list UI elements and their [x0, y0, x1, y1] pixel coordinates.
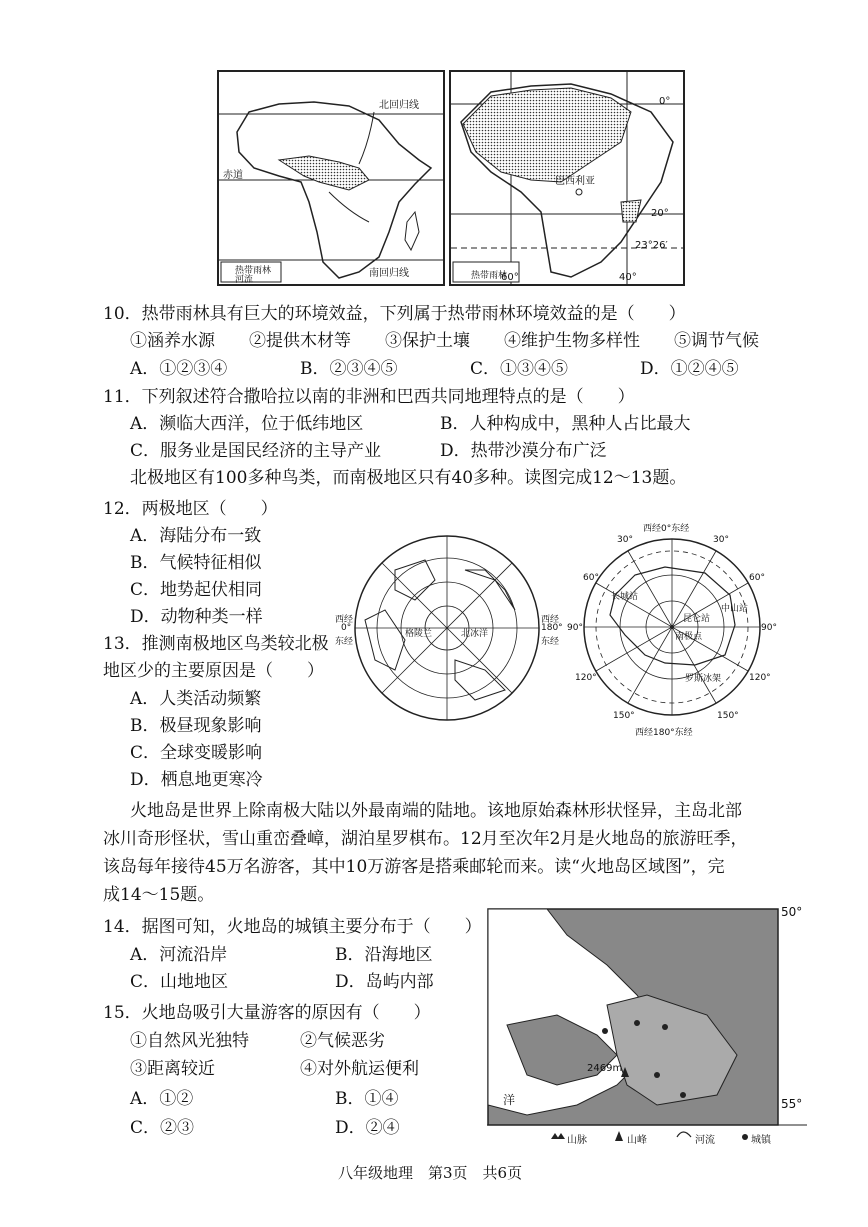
deg-60-left: 60° — [583, 573, 599, 583]
q13-stem-line2: 地区少的主要原因是（ ） — [103, 661, 324, 681]
lat-2326-label: 23°26′ — [635, 240, 668, 251]
q10-stem: 10．热带雨林具有巨大的环境效益，下列属于热带雨林环境效益的是（ ） — [103, 304, 686, 324]
arctic-left-label-1: 西经 — [335, 615, 354, 625]
q11-option-d[interactable]: D．热带沙漠分布广泛 — [440, 441, 607, 461]
south-pole-label: 南极点 — [675, 632, 703, 642]
arctic-ocean-label: 北冰洋 — [461, 629, 489, 639]
legend-rainforest-label: 热带雨林 — [235, 266, 272, 276]
q15-option-d[interactable]: D．②④ — [335, 1118, 400, 1138]
lon-60-label: 60° — [501, 272, 519, 283]
arctic-right-label-3: 东经 — [541, 637, 560, 647]
q11-option-a[interactable]: A．濒临大西洋，位于低纬地区 — [130, 414, 364, 434]
brazil-map — [449, 70, 685, 286]
q13-option-a[interactable]: A．人类活动频繁 — [130, 689, 262, 709]
q12-option-b[interactable]: B．气候特征相似 — [130, 553, 262, 573]
q12-stem: 12．两极地区（ ） — [103, 499, 278, 519]
q15-item-2: ②气候恶劣 — [300, 1031, 385, 1051]
q14-option-a[interactable]: A．河流沿岸 — [130, 945, 228, 965]
q10-option-c[interactable]: C．①③④⑤ — [470, 359, 569, 379]
intro-14-line1: 火地岛是世界上除南极大陆以外最南端的陆地。该地原始森林形状怪异，主岛北部 — [130, 801, 742, 821]
q10-items: ①涵养水源 ②提供木材等 ③保护土壤 ④维护生物多样性 ⑤调节气候 — [130, 331, 759, 351]
lat-0-label: 0° — [659, 96, 671, 107]
deg-30-left: 30° — [617, 535, 633, 545]
q13-option-b[interactable]: B．极昼现象影响 — [130, 716, 262, 736]
arctic-left-label-2: 0° — [341, 623, 352, 633]
q11-stem: 11．下列叙述符合撒哈拉以南的非洲和巴西共同地理特点的是（ ） — [103, 387, 635, 407]
q10-option-a[interactable]: A．①②③④ — [130, 359, 228, 379]
antarctic-top-label: 西经0°东经 — [643, 524, 690, 534]
deg-150-left: 150° — [613, 711, 635, 721]
deg-60-right: 60° — [749, 573, 765, 583]
q14-stem: 14．据图可知，火地岛的城镇主要分布于（ ） — [103, 917, 482, 937]
legend-rainforest-label: 热带雨林 — [471, 271, 508, 281]
q15-option-c[interactable]: C．②③ — [130, 1118, 195, 1138]
equator-label: 赤道 — [223, 170, 243, 181]
legend-town-label: 城镇 — [751, 1135, 771, 1146]
arctic-right-label-1: 西经 — [541, 615, 560, 625]
page-footer: 八年级地理 第3页 共6页 — [338, 1164, 523, 1182]
legend-river-label: 河流 — [235, 275, 254, 285]
arctic-right-label-2: 180° — [541, 623, 563, 633]
tierra-map-drawing — [487, 905, 807, 1150]
lon-40-label: 40° — [619, 272, 637, 283]
intro-12-13: 北极地区有100多种鸟类，而南极地区只有40多种。读图完成12～13题。 — [130, 468, 687, 488]
q12-option-a[interactable]: A．海陆分布一致 — [130, 526, 262, 546]
arctic-left-label-3: 东经 — [335, 637, 354, 647]
antarctic-map — [565, 515, 780, 740]
q11-option-b[interactable]: B．人种构成中，黑种人占比最大 — [440, 414, 691, 434]
ocean-label: 洋 — [503, 1093, 516, 1107]
brasilia-label: 巴西利亚 — [555, 176, 595, 187]
arctic-map — [335, 530, 565, 730]
station-zhongshan: 中山站 — [721, 604, 749, 614]
deg-30-right: 30° — [713, 535, 729, 545]
station-changcheng: 长城站 — [611, 592, 639, 602]
q13-option-d[interactable]: D．栖息地更寒冷 — [130, 770, 263, 790]
lat-50-label: 50° — [781, 905, 803, 919]
q15-item-3: ③距离较近 — [130, 1059, 215, 1079]
q10-option-b[interactable]: B．②③④⑤ — [300, 359, 398, 379]
q11-option-c[interactable]: C．服务业是国民经济的主导产业 — [130, 441, 382, 461]
peak-elevation-label: 2469m — [587, 1063, 623, 1074]
q15-stem: 15．火地岛吸引大量游客的原因有（ ） — [103, 1003, 431, 1023]
deg-150-right: 150° — [717, 711, 739, 721]
q14-option-b[interactable]: B．沿海地区 — [335, 945, 433, 965]
deg-90-right: 90° — [761, 623, 777, 633]
q15-item-4: ④对外航运便利 — [300, 1059, 419, 1079]
q10-option-d[interactable]: D．①②④⑤ — [640, 359, 739, 379]
lat-20-label: 20° — [651, 208, 669, 219]
deg-90-left: 90° — [567, 623, 583, 633]
tropic-cancer-label: 北回归线 — [379, 100, 419, 111]
station-kunlun: 昆仑站 — [683, 614, 711, 624]
tropic-capricorn-label: 南回归线 — [369, 268, 409, 279]
q12-option-d[interactable]: D．动物种类一样 — [130, 607, 263, 627]
q14-option-c[interactable]: C．山地地区 — [130, 972, 229, 992]
lat-55-label: 55° — [781, 1097, 803, 1111]
q13-stem-line1: 13．推测南极地区鸟类较北极 — [103, 634, 329, 654]
q12-option-c[interactable]: C．地势起伏相同 — [130, 580, 263, 600]
q15-option-a[interactable]: A．①② — [130, 1089, 194, 1109]
q15-item-1: ①自然风光独特 — [130, 1031, 249, 1051]
antarctic-bottom-label: 西经180°东经 — [635, 728, 693, 738]
q15-option-b[interactable]: B．①④ — [335, 1089, 399, 1109]
legend-peak-label: 山峰 — [627, 1135, 647, 1146]
greenland-label: 格陵兰 — [405, 629, 433, 639]
arctic-map-drawing — [335, 530, 565, 730]
q13-option-c[interactable]: C．全球变暖影响 — [130, 743, 263, 763]
q14-option-d[interactable]: D．岛屿内部 — [335, 972, 434, 992]
intro-14-line2: 冰川奇形怪状，雪山重峦叠嶂，湖泊星罗棋布。12月至次年2月是火地岛的旅游旺季， — [103, 829, 748, 849]
ross-ice-shelf-label: 罗斯冰架 — [685, 674, 722, 684]
africa-map — [217, 70, 445, 286]
deg-120-right: 120° — [749, 673, 771, 683]
deg-120-left: 120° — [575, 673, 597, 683]
tierra-del-fuego-map — [487, 905, 807, 1150]
legend-mountains-label: 山脉 — [567, 1135, 587, 1146]
intro-14-line3: 该岛每年接待45万名游客，其中10万游客是搭乘邮轮而来。读“火地岛区域图”，完 — [103, 857, 725, 877]
antarctic-map-drawing — [565, 515, 780, 740]
legend-river-label: 河流 — [695, 1135, 715, 1146]
intro-14-line4: 成14～15题。 — [103, 885, 215, 905]
